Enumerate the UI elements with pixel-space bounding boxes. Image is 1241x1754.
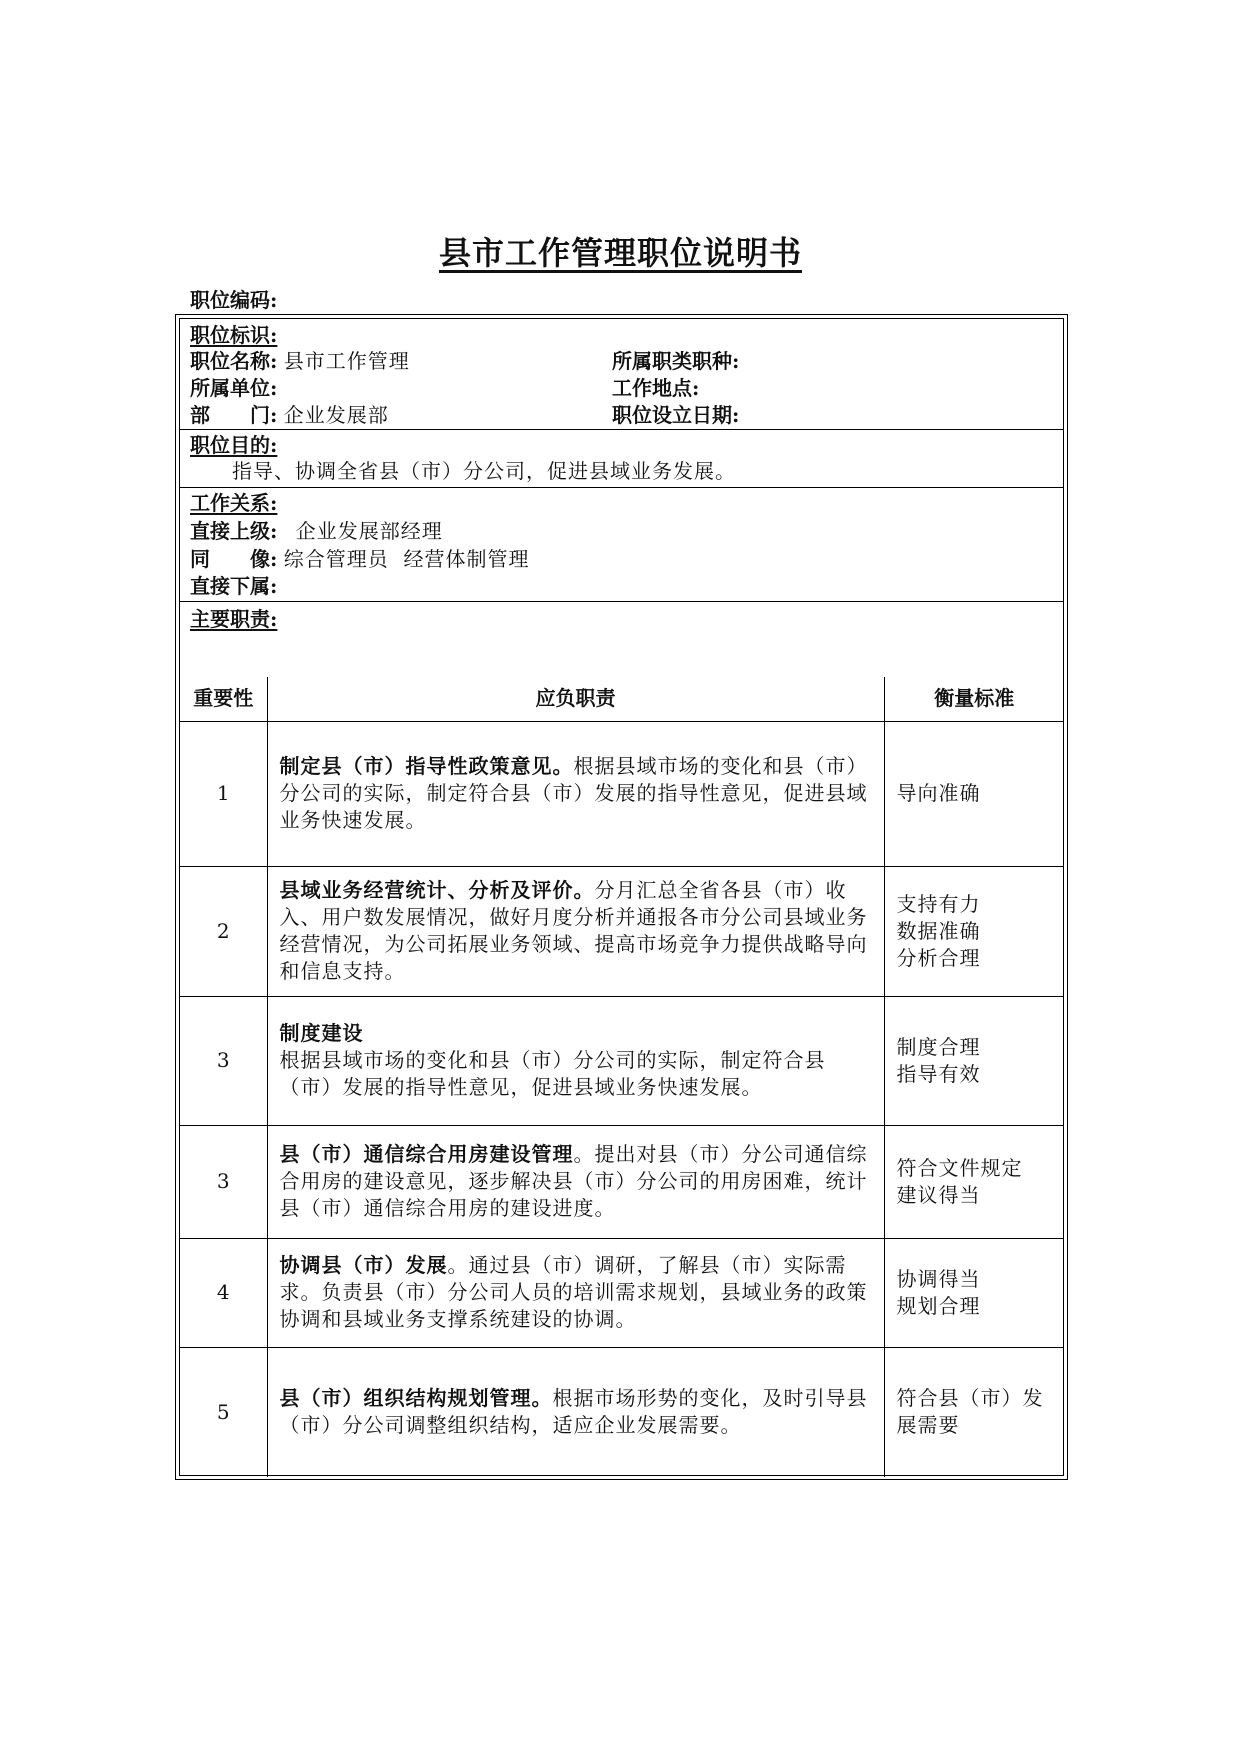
duty-title: 县（市）组织结构规划管理。: [279, 1386, 553, 1411]
importance-cell: 4: [180, 1238, 267, 1347]
table-row: [180, 1125, 1064, 1238]
direct-superior: [190, 517, 443, 545]
job-description-frame: [175, 314, 1068, 1480]
standard-line: 符合县（市）发: [896, 1386, 1044, 1411]
duty-text: 根据市场形势的变化，及时引导县（市）分公司调整组织结构，适应企业发展需要。: [279, 1386, 868, 1438]
duty-text: 根据县域市场的变化和县（市）分公司的实际，制定符合县（市）发展的指导性意见，促进县域业务快速发展。: [279, 754, 868, 832]
duty-text: 。通过县（市）调研，了解县（市）实际需求。负责县（市）分公司人员的培训需求规划，县域业务的政策协调和县域业务支撑系统建设的协调。: [279, 1253, 868, 1331]
duty-title: 县域业务经营统计、分析及评价。: [279, 878, 595, 902]
department: [190, 401, 389, 429]
standard-line: 协调得当: [896, 1266, 981, 1291]
standard-line: 建议得当: [896, 1182, 981, 1207]
location-label: 工作地点:: [612, 376, 700, 400]
direct-superior-label: 直接上级:: [190, 519, 278, 543]
table-row: [180, 996, 1064, 1125]
standard-line: 指导有效: [896, 1061, 981, 1086]
direct-superior-value: 企业发展部经理: [295, 519, 443, 543]
table-row: [180, 866, 1064, 996]
responsibility-cell: [267, 996, 884, 1125]
position-name: [190, 347, 410, 375]
standard-line: 展需要: [896, 1413, 960, 1438]
header-standard: 衡量标准: [884, 677, 1064, 721]
document-title: 县市工作管理职位说明书: [438, 234, 802, 272]
peers-value: 综合管理员 经营体制管理: [283, 547, 530, 571]
responsibility-cell: [267, 1347, 884, 1477]
importance-cell: 2: [180, 866, 267, 996]
responsibility-cell: [267, 1125, 884, 1238]
department-value: 企业发展部: [283, 403, 389, 427]
standard-line: 分析合理: [896, 945, 981, 970]
responsibility-cell: [267, 1238, 884, 1347]
importance-cell: 1: [180, 721, 267, 866]
position-name-value: 县市工作管理: [283, 349, 410, 373]
duty-text: 根据县域市场的变化和县（市）分公司的实际，制定符合县（市）发展的指导性意见，促进县域业务快速发展。: [279, 1048, 826, 1099]
header-responsibility: 应负职责: [267, 677, 884, 721]
standard-cell: [884, 996, 1064, 1125]
department-label: 部 门:: [190, 403, 278, 427]
responsibility-cell: [267, 721, 884, 866]
standard-cell: [884, 1238, 1064, 1347]
identification-section: [180, 319, 1063, 430]
relations-heading: 工作关系:: [190, 491, 278, 515]
standard-line: 符合文件规定: [896, 1155, 1023, 1180]
position-code-label: 职位编码:: [190, 288, 278, 312]
importance-cell: 3: [180, 996, 267, 1125]
unit-label: 所属单位:: [190, 376, 278, 400]
identification-heading: 职位标识:: [190, 323, 278, 347]
category-label: 所属职类职种:: [612, 349, 740, 373]
standard-line: 规划合理: [896, 1293, 981, 1318]
standard-line: 支持有力: [896, 891, 981, 916]
duty-title: 制定县（市）指导性政策意见。: [279, 754, 574, 778]
standard-line: 制度合理: [896, 1034, 981, 1059]
main-duties-heading: 主要职责:: [190, 607, 278, 631]
importance-cell: 3: [180, 1125, 267, 1238]
duty-title: 制度建设: [279, 1021, 364, 1045]
table-row: [180, 721, 1064, 866]
responsibility-cell: [267, 866, 884, 996]
duty-text: 。提出对县（市）分公司通信综合用房的建设意见，逐步解决县（市）分公司的用房困难，统计县（市）通信综合用房的建设进度。: [279, 1142, 868, 1220]
duty-text: 分月汇总全省各县（市）收入、用户数发展情况，做好月度分析并通报各市分公司县域业务经营情况，为公司拓展业务领域、提高市场竞争力提供战略导向和信息支持。: [279, 878, 868, 983]
peers-label: 同 像:: [190, 547, 278, 571]
standard-cell: [884, 1347, 1064, 1477]
duty-title: 县（市）通信综合用房建设管理: [279, 1142, 574, 1166]
table-header-row: [180, 677, 1064, 721]
peers: [190, 545, 529, 573]
standard-line: 数据准确: [896, 918, 981, 943]
establish-date-label: 职位设立日期:: [612, 403, 740, 427]
position-name-label: 职位名称:: [190, 349, 278, 373]
purpose-text: 指导、协调全省县（市）分公司，促进县域业务发展。: [232, 459, 736, 483]
table-row: [180, 1238, 1064, 1347]
duty-title: 协调县（市）发展: [279, 1253, 448, 1277]
standard-cell: [884, 1125, 1064, 1238]
standard-cell: [884, 866, 1064, 996]
job-description-body: [179, 318, 1064, 1476]
direct-subordinates-label: 直接下属:: [190, 574, 278, 598]
importance-cell: 5: [180, 1347, 267, 1477]
header-importance: 重要性: [180, 677, 267, 721]
standard-cell: [884, 721, 1064, 866]
table-row: [180, 1347, 1064, 1477]
relations-section: [180, 487, 1063, 602]
duties-table: [180, 677, 1064, 1477]
standard-line: 导向准确: [896, 781, 981, 805]
purpose-section: [180, 429, 1063, 488]
purpose-heading: 职位目的:: [190, 433, 278, 457]
